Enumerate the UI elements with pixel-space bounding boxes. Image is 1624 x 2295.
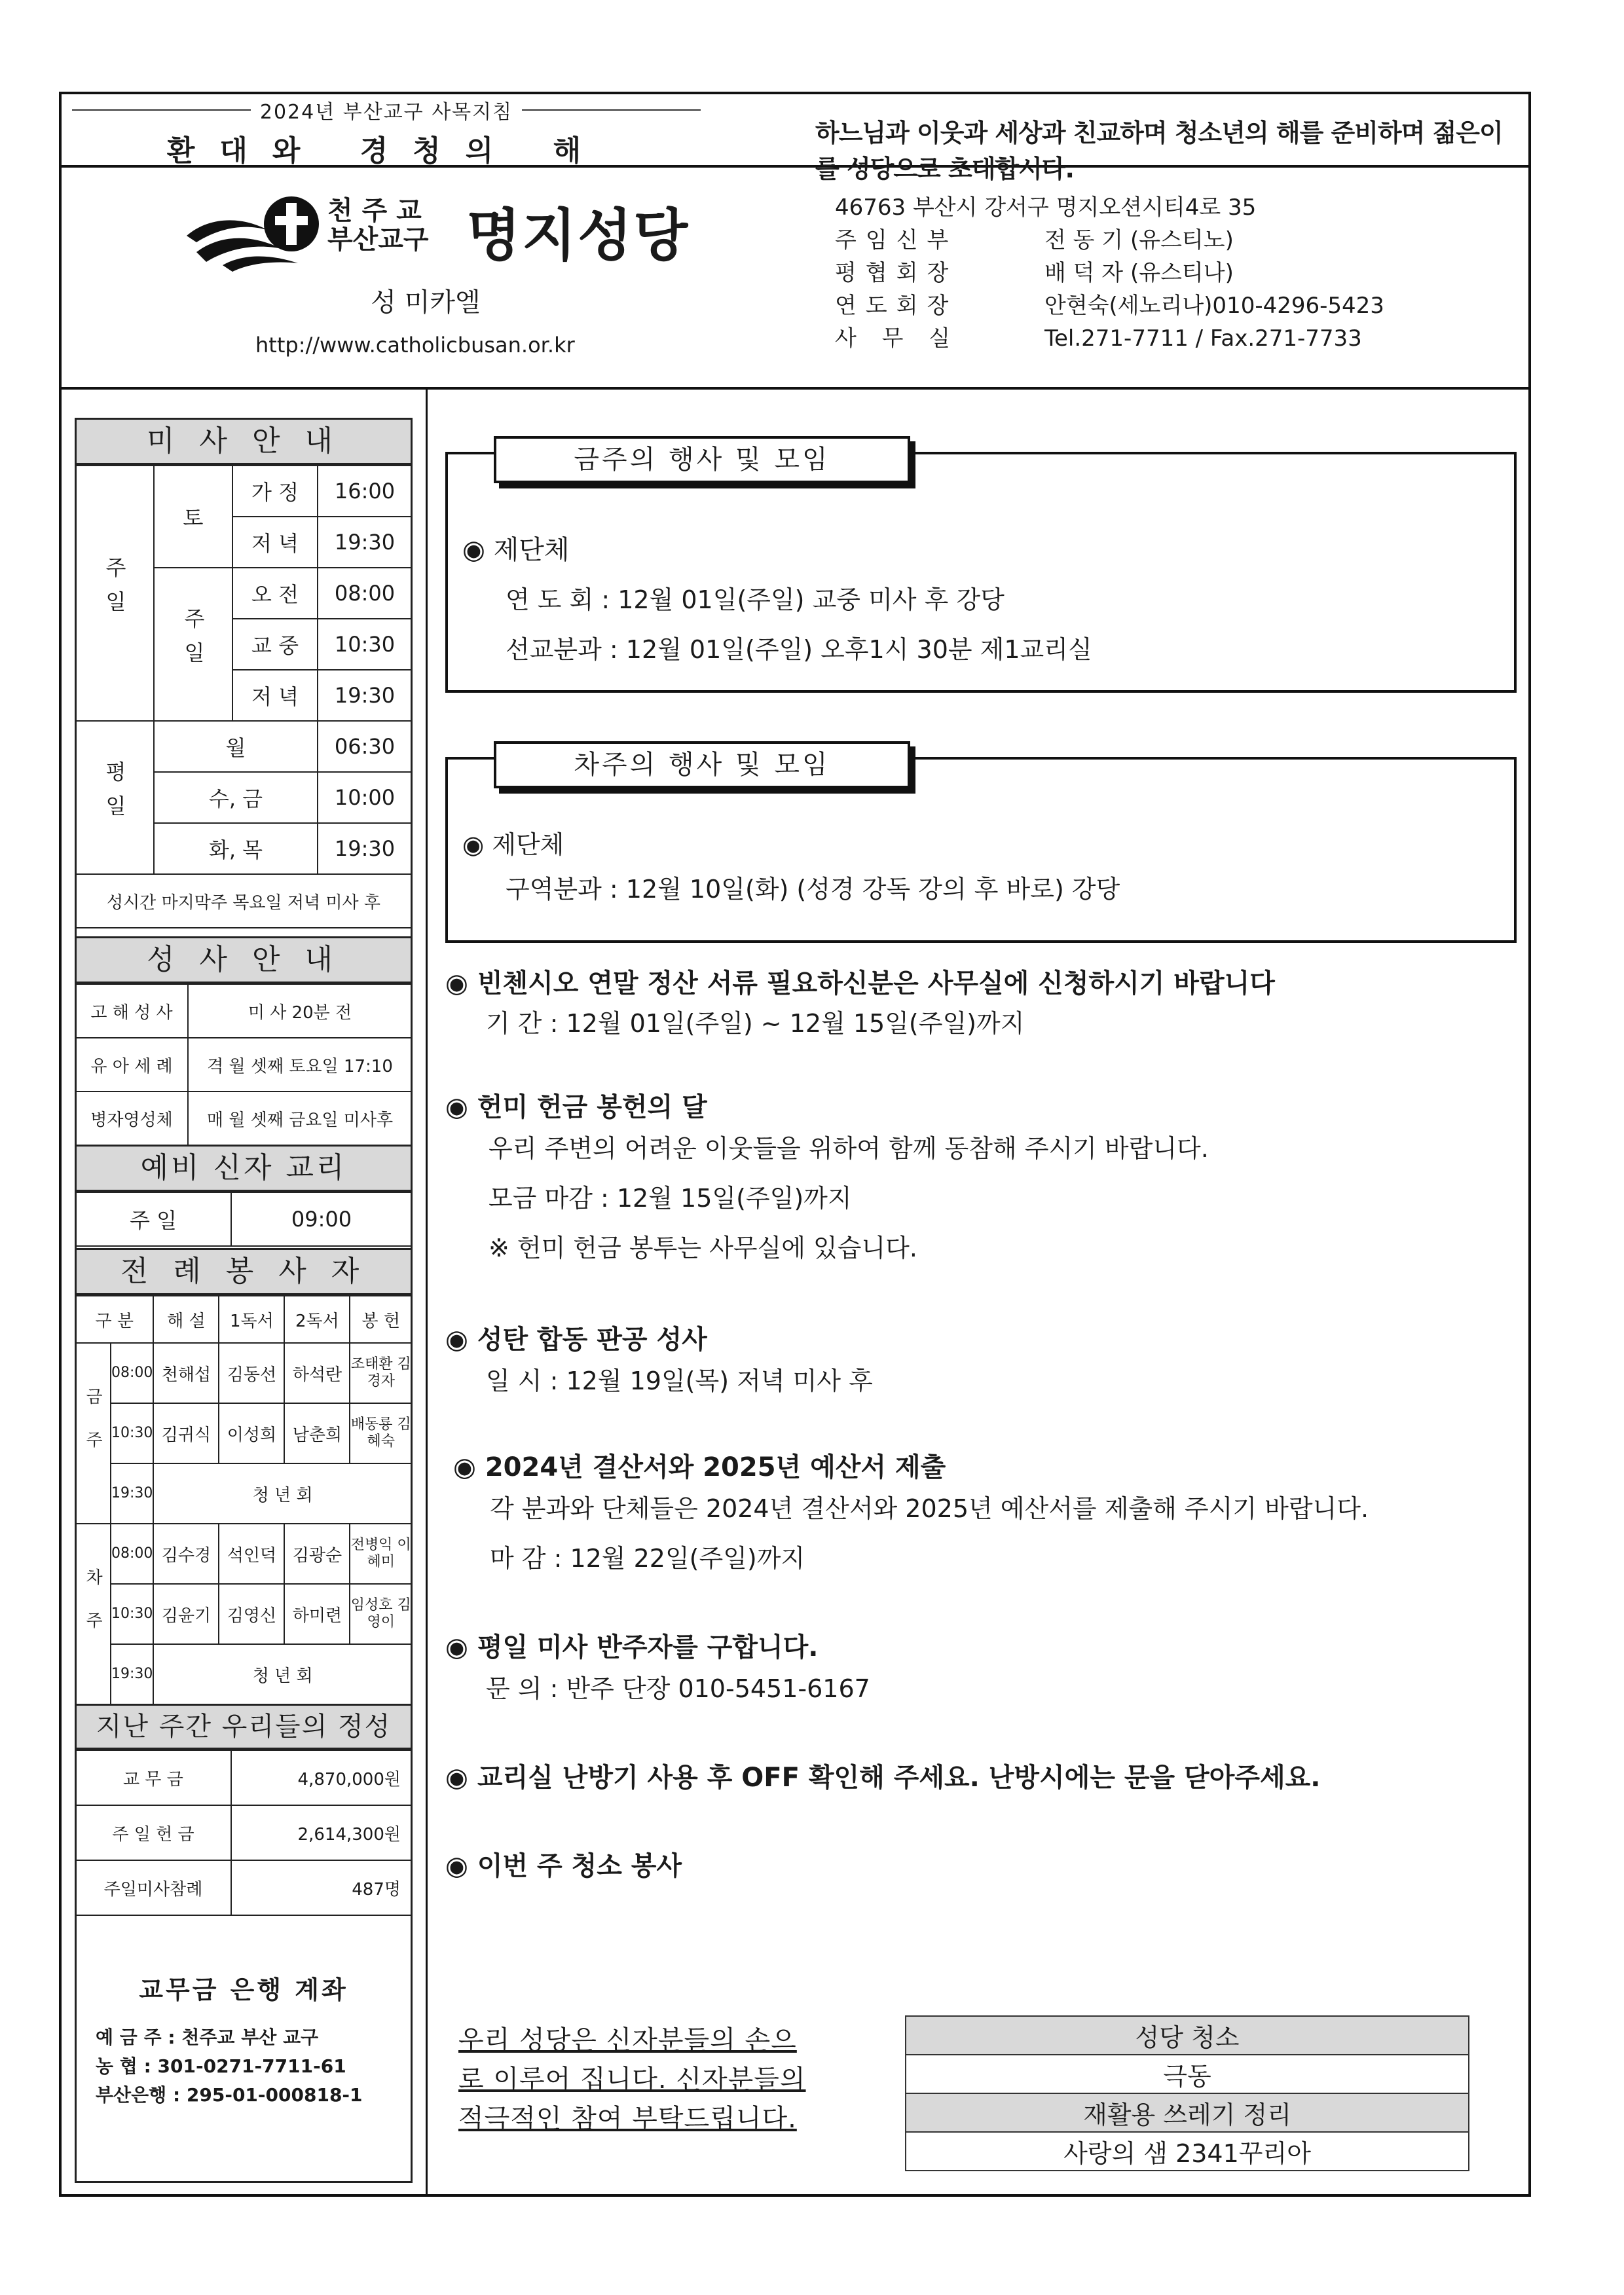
sacrament-title: 성 사 안 내 xyxy=(75,936,413,983)
contact-row: 주임신부 전 동 기 (유스티노) xyxy=(835,227,1234,253)
this-week-events-title: 금주의 행사 및 모임 xyxy=(494,436,910,483)
bank-row: 예 금 주 : 천주교 부산 교구 xyxy=(96,2027,319,2048)
brand-line2: 부산교구 xyxy=(327,225,429,255)
notice-item: ◉ 2024년 결산서와 2025년 예산서 제출 각 분과와 단체들은 2024년 결산서와 2025년 예산서를 제출해 주시기 바랍니다. 마 감 : 12월 22일(주일)까지 xyxy=(453,1452,1369,1573)
bank-row: 농 협 : 301-0271-7711-61 xyxy=(96,2055,346,2077)
slogan: 하느님과 이웃과 세상과 친교하며 청소년의 해를 준비하며 젊은이를 성당으로 초대합시다. xyxy=(815,119,1503,183)
brand-small xyxy=(327,196,429,254)
sunday-label: 주일 xyxy=(75,466,154,721)
contact-row: 연도회장 안현숙(세노리나)010-4296-5423 xyxy=(835,293,1384,319)
motto-main: 환대와 경청의 해 xyxy=(166,134,606,168)
weekday-label: 평일 xyxy=(75,721,154,874)
patron-saint: 성 미카엘 xyxy=(371,287,481,318)
offering-title: 지난 주간 우리들의 정성 xyxy=(75,1704,413,1750)
contact-info xyxy=(835,191,1516,355)
catechism-table: 주 일 09:00 xyxy=(75,1192,413,1247)
column-divider xyxy=(426,387,428,2197)
next-week-events-title: 차주의 행사 및 모임 xyxy=(494,741,910,788)
notices xyxy=(445,963,1506,1882)
address: 46763 부산시 강서구 명지오션시티4로 35 xyxy=(835,194,1257,221)
next-week-events-body: ◉ 제단체 구역분과 : 12월 10일(화) (성경 강독 강의 후 바로) 강당 xyxy=(462,830,1120,904)
church-logo xyxy=(183,190,327,278)
saturday-label: 토 xyxy=(154,466,232,568)
church-name: 명지성당 xyxy=(466,203,690,268)
cleaning-table: 성당 청소 극동 재활용 쓰레기 정리 사랑의 샘 2341꾸리아 xyxy=(905,2015,1469,2171)
motto-top: 2024년 부산교구 사목지침 xyxy=(259,101,513,124)
mass-note: 성시간 마지막주 목요일 저녁 미사 후 xyxy=(75,874,412,928)
mass-table: 주일 토 가 정 16:00 저 녁 19:30 주일 오 전 08:00 교 중 10:30 저 녁 19:30 평일 월 06:30 수, 금 10:00 화, 목 19:30 성시간 마지막주 목요일 저녁 미사 후 xyxy=(75,465,413,928)
offering-table: 교 무 금 4,870,000원 주 일 헌 금 2,614,300원 주일미사참례 487명 xyxy=(75,1750,413,1916)
sacrament-table: 고 해 성 사 미 사 20분 전 유 아 세 례 격 월 셋째 토요일 17:10 병자영성체 매 월 셋째 금요일 미사후 xyxy=(75,983,413,1146)
this-week-events-body: ◉ 제단체 연 도 회 : 12월 01일(주일) 교중 미사 후 강당 선교분과 : 12월 01일(주일) 오후1시 30분 제1교리실 xyxy=(462,535,1092,664)
notice-item: ◉ 평일 미사 반주자를 구합니다. 문 의 : 반주 단장 010-5451-6167 xyxy=(445,1632,870,1703)
logo-emblem-icon xyxy=(183,190,327,275)
bank-row: 부산은행 : 295-01-000818-1 xyxy=(96,2084,363,2106)
servers-table: 구 분 해 설 1독서 2독서 봉 헌 금주 08:00 천해섭 김동선 하석란 조태환 김경자 10:30 김귀식 이성희 남춘희 배동룡 김혜숙 19:30 청 년 회 차주 08:00 김수경 석인덕 김광순 전병익 이혜미 10:30 김윤기 김영신 하미련 임성호 김영이 19:30 청 년 회 xyxy=(75,1295,413,1705)
website-link[interactable]: http://www.catholicbusan.or.kr xyxy=(255,333,575,358)
notice-item: ◉ 빈첸시오 연말 정산 서류 필요하신분은 사무실에 신청하시기 바랍니다 기 간 : 12월 01일(주일) ~ 12월 15일(주일)까지 xyxy=(445,968,1275,1038)
mass-title: 미 사 안 내 xyxy=(75,418,413,465)
brand-line1: 천 주 교 xyxy=(327,196,422,226)
notice-item: ◉ 헌미 헌금 봉헌의 달 우리 주변의 어려운 이웃들을 위하여 함께 동참해 주시기 바랍니다. 모금 마감 : 12월 15일(주일)까지 ※ 헌미 헌금 봉투는 사무실에 있습니다. xyxy=(445,1092,1209,1262)
notice-item: ◉ 성탄 합동 판공 성사 일 시 : 12월 19일(목) 저녁 미사 후 xyxy=(445,1325,873,1395)
contact-row: 평협회장 배 덕 자 (유스티나) xyxy=(835,260,1234,286)
bank-title: 교무금 은행 계좌 xyxy=(139,1975,348,2004)
masthead-divider xyxy=(59,387,1531,390)
notice-item: ◉ 교리실 난방기 사용 후 OFF 확인해 주세요. 난방시에는 문을 닫아주세요. xyxy=(445,1763,1321,1793)
notice-item: ◉ 이번 주 청소 봉사 xyxy=(445,1851,682,1881)
motto-block xyxy=(72,96,701,169)
sunday-sub-label: 주일 xyxy=(154,568,232,721)
cleaning-note: 우리 성당은 신자분들의 손으 로 이루어 집니다. 신자분들의 적극적인 참여 부탁드립니다. xyxy=(458,2025,806,2134)
bank-accounts xyxy=(96,2023,403,2110)
servers-title: 전 례 봉 사 자 xyxy=(75,1248,413,1295)
contact-row: 사 무 실 Tel.271-7711 / Fax.271-7733 xyxy=(835,325,1362,352)
catechism-title: 예비 신자 교리 xyxy=(75,1145,413,1192)
